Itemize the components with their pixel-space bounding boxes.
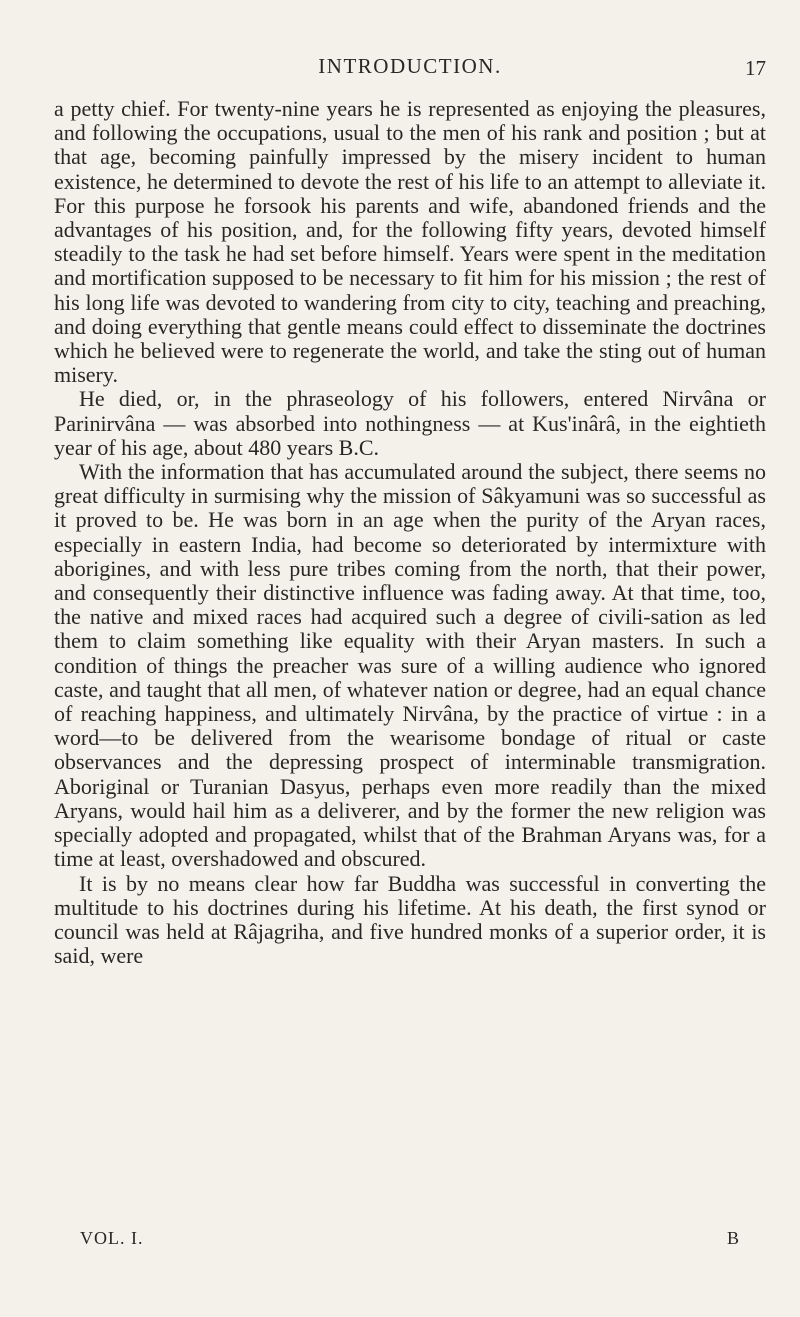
paragraph-3: With the information that has accumulated around the subject, there seems no great difficulty in surmising why the mission of Sâkyamuni was so successful as it proved to be. He was born in an age when the purity of the Aryan races, especially in eastern India, had become so deteriorated by intermixture with aborigines, and with less pure tribes coming from the north, that their power, and consequently their distinctive influence was fading away. At that time, too, the native and mixed races had acquired such a degree of civili-sation as led them to claim something like equality with their Aryan masters. In such a condition of things the preacher was sure of a willing audience who ignored caste, and taught that all men, of whatever nation or degree, had an equal chance of reaching happiness, and ultimately Nirvâna, by the practice of virtue : in a word—to be delivered from the wearisome bondage of ritual or caste observances and the depressing prospect of interminable transmigration. Aboriginal or Turanian Dasyus, perhaps even more readily than the mixed Aryans, would hail him as a deliverer, and by the former the new religion was specially adopted and propagated, whilst that of the Brahman Aryans was, for a time at least, overshadowed and obscured. <box>54 459 766 872</box>
page-number: 17 <box>745 56 766 80</box>
page-header <box>54 52 766 82</box>
signature-mark: B <box>726 1228 740 1248</box>
page-footer <box>80 1228 740 1252</box>
paragraph-1: a petty chief. For twenty-nine years he is represented as enjoying the pleasures, and following the occupations, usual to the men of his rank and position ; but at that age, becoming painfully impressed by the misery incident to human existence, he determined to devote the rest of his life to an attempt to alleviate it. For this purpose he forsook his parents and wife, abandoned friends and the advantages of his position, and, for the following fifty years, devoted himself steadily to the task he had set before himself. Years were spent in the meditation and mortification supposed to be necessary to fit him for his mission ; the rest of his long life was devoted to wandering from city to city, teaching and preaching, and doing everything that gentle means could effect to disseminate the doctrines which he believed were to regenerate the world, and take the sting out of human misery. <box>54 96 766 388</box>
running-title: INTRODUCTION. <box>318 54 502 78</box>
paragraph-2: He died, or, in the phraseology of his followers, entered Nirvâna or Parinirvâna — was absorbed into nothingness — at Kus'inârâ, in the eightieth year of his age, about 480 years B.C. <box>54 386 766 460</box>
volume-mark: VOL. I. <box>80 1228 144 1248</box>
paragraph-4: It is by no means clear how far Buddha was successful in converting the multitude to his doctrines during his lifetime. At his death, the first synod or council was held at Râjagriha, and five hundred monks of a superior order, it is said, were <box>54 870 766 969</box>
body-text <box>54 97 766 968</box>
